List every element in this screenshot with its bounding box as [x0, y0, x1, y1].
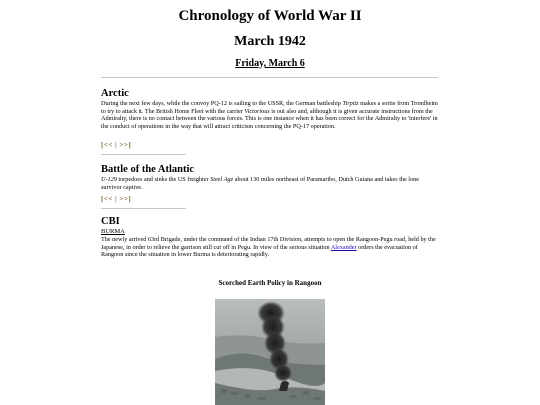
nav-next-link[interactable]: >>	[119, 195, 129, 203]
arctic-text-3: is out also and, although it is given accurate instructions from the Admiralty, there is no contact between the various forces. This is one instance when it has been correct for the Admiralty to 'interfere' in the conduct of operations in the way that will attract criticism concerning the PQ-17 operation.	[101, 107, 438, 130]
section-divider	[101, 208, 186, 209]
alexander-link[interactable]: Alexander	[330, 243, 357, 251]
arctic-section	[101, 88, 438, 130]
nav-bracket-close: ]	[128, 141, 132, 149]
nav-prev-link[interactable]: <<	[103, 195, 113, 203]
arctic-carrier-name: Victorious	[244, 107, 270, 115]
cbi-text-2: orders the evacuation of Rangoon since the situation in lower Burma is deteriorating rapidly.	[101, 243, 418, 259]
cbi-section	[101, 216, 438, 259]
cbi-text-1: The newly arrived 63rd Brigade, under the command of the Indian 17th Division, attempts to open the Rangoon-Pegu road, held by the Japanese, in order to relieve the garrison still cut off in Pegu. In view of the serious situation	[101, 236, 436, 251]
photo-caption: Scorched Earth Policy in Rangoon	[218, 279, 322, 287]
nav-separator: |	[115, 195, 118, 203]
atlantic-nav	[101, 195, 131, 204]
nav-bracket-open: [	[101, 141, 104, 149]
arctic-ship-name: Tirpitz	[342, 100, 359, 107]
cbi-text	[101, 236, 438, 259]
arctic-heading: Arctic	[101, 88, 129, 99]
nav-bracket-open: [	[101, 195, 104, 203]
cbi-heading: CBI	[101, 216, 120, 227]
nav-bracket-close: ]	[128, 195, 132, 203]
arctic-nav	[101, 141, 131, 150]
arctic-text-2: makes a sortie from Trondheim to try to attack it. The British Home Fleet with the carrier	[101, 100, 438, 115]
atlantic-uboat-name: U-129	[101, 176, 117, 183]
site-title: Chronology of World War II	[178, 8, 362, 24]
arctic-text-1: During the next few days, while the convoy PQ-12 is sailing to the USSR, the German battleship	[101, 100, 343, 107]
atlantic-text-2: about 130 miles northeast of Paramaribo, Dutch Guiana and takes the lone survivor captive.	[101, 176, 419, 191]
atlantic-text	[101, 176, 438, 191]
rangoon-photo	[215, 299, 325, 405]
atlantic-section	[101, 164, 438, 191]
nav-separator: |	[115, 141, 118, 149]
nav-next-link[interactable]: >>	[119, 141, 129, 149]
section-divider	[101, 154, 186, 155]
date-heading: Friday, March 6	[235, 58, 305, 69]
nav-prev-link[interactable]: <<	[103, 141, 113, 149]
top-divider	[101, 77, 438, 78]
month-title: March 1942	[234, 34, 306, 49]
atlantic-ship-name: Steel Age	[210, 176, 234, 183]
arctic-text	[101, 100, 438, 130]
rangoon-smoke-image	[215, 299, 325, 405]
cbi-subheading: BURMA	[101, 228, 125, 235]
atlantic-heading: Battle of the Atlantic	[101, 164, 195, 175]
atlantic-text-1: torpedoes and sinks the US freighter	[116, 176, 211, 183]
